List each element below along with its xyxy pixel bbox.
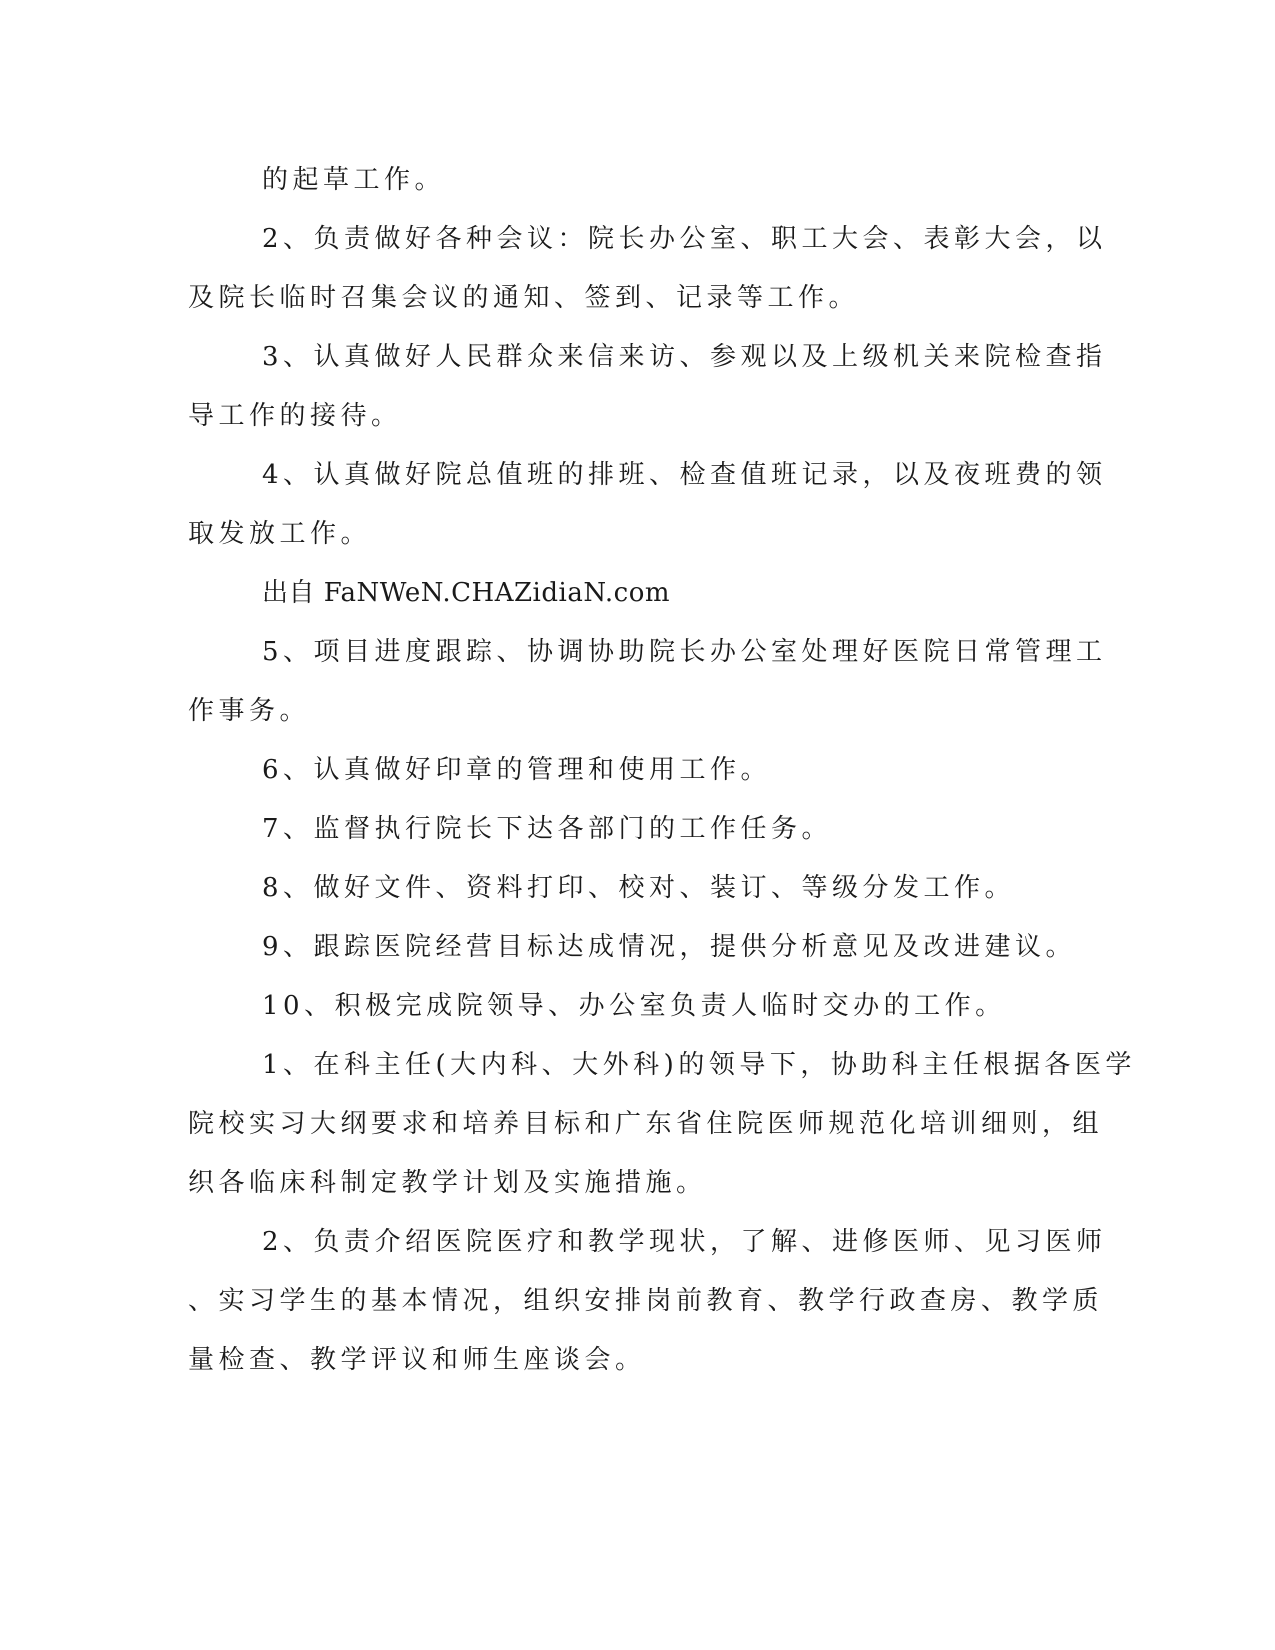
text-line: 8、做好文件、资料打印、校对、装订、等级分发工作。 <box>262 873 1016 903</box>
text-line: 1、在科主任(大内科、大外科)的领导下，协助科主任根据各医学 <box>262 1050 1136 1080</box>
text-line: 2、负责做好各种会议：院长办公室、职工大会、表彰大会，以 <box>262 224 1107 254</box>
text-line: 2、负责介绍医院医疗和教学现状，了解、进修医师、见习医师 <box>262 1227 1107 1257</box>
text-line: 织各临床科制定教学计划及实施措施。 <box>188 1168 707 1198</box>
text-line: 10、积极完成院领导、办公室负责人临时交办的工作。 <box>262 991 1006 1021</box>
text-line: 及院长临时召集会议的通知、签到、记录等工作。 <box>188 283 860 313</box>
text-line: 的起草工作。 <box>262 165 446 195</box>
text-line: 院校实习大纲要求和培养目标和广东省住院医师规范化培训细则，组 <box>188 1109 1104 1139</box>
text-line: 导工作的接待。 <box>188 401 402 431</box>
text-line: 量检查、教学评议和师生座谈会。 <box>188 1345 646 1375</box>
text-line: 4、认真做好院总值班的排班、检查值班记录，以及夜班费的领 <box>262 460 1107 490</box>
source-line: 出自 FaNWeN.CHAZidiaN.com <box>262 578 671 608</box>
text-line: 7、监督执行院长下达各部门的工作任务。 <box>262 814 833 844</box>
text-line: 作事务。 <box>188 696 311 726</box>
text-line: 5、项目进度跟踪、协调协助院长办公室处理好医院日常管理工 <box>262 637 1107 667</box>
text-line: 、实习学生的基本情况，组织安排岗前教育、教学行政查房、教学质 <box>188 1286 1104 1316</box>
text-line: 3、认真做好人民群众来信来访、参观以及上级机关来院检查指 <box>262 342 1107 372</box>
text-line: 9、跟踪医院经营目标达成情况，提供分析意见及改进建议。 <box>262 932 1077 962</box>
text-line: 取发放工作。 <box>188 519 372 549</box>
text-line: 6、认真做好印章的管理和使用工作。 <box>262 755 772 785</box>
